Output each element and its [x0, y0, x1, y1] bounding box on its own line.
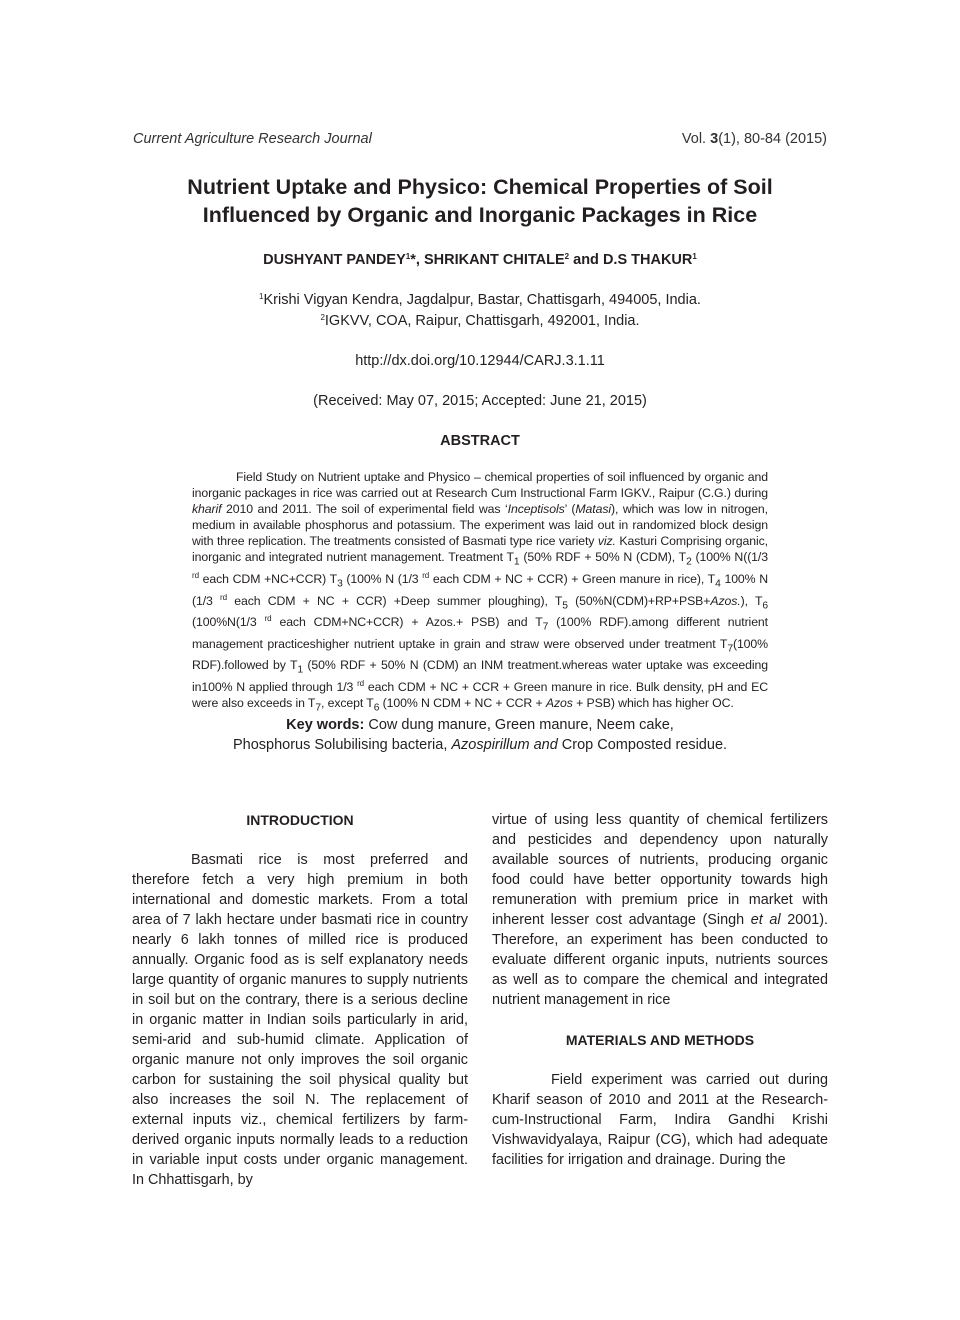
introduction-paragraph: Basmati rice is most preferred and therefore fetch a very high premium in both international and domestic markets. From a total area of 7 lakh hectare under basmati rice in country nearly 6 lakh tonnes of milled rice is produced annually. Organic food as is self explanatory needs large quantity of organic manures to supply nutrients in soil but on the contrary, there is a serious decline in organic matter in Indian soils particularly in arid, semi-arid and sub-humid climate. Application of organic manure not only improves the soil organic carbon for sustaining the soil physical quality but also increases the soil N. The replacement of external inputs viz., chemical fertilizers by farm-derived organic inputs normally leads to a reduction in variable input costs under organic management. In Chhattisgarh, by [132, 852, 468, 1188]
affiliations [120, 290, 840, 332]
affiliation-line: $^2$IGKVV, COA, Raipur, Chattisgarh, 492001, India. [320, 313, 640, 329]
abstract-heading: ABSTRACT [440, 433, 520, 449]
abstract-text: Field Study on Nutrient uptake and Physico – chemical properties of soil influenced by organic and inorganic packages in rice was carried out at Research Cum Instructional Farm IGKV., Raipur (C.G.) during kharif 2010 and 2011. The soil of experimental field was ‘Inceptisols’ (Matasi), which was low in nitrogen, medium in available phosphorus and potassium. The experiment was laid out in randomized block design with three replication. The treatments consisted of Basmati type rice variety viz. Kasturi Comprising organic, inorganic and integrated nutrient management. Treatment $T_1$ (50% RDF + 50% N (CDM), $T_2$ (100% N((1/3 $^{rd}$ each CDM +NC+CCR) $T_3$ (100% N (1/3 $^{rd}$ each CDM + NC + CCR) + Green manure in rice), $T_4$ 100% N (1/3 $^{rd}$ each CDM + NC + CCR) +Deep summer ploughing), $T_5$ (50%N(CDM)+RP+PSB+Azos.), $T_6$ (100%N(1/3 $^{rd}$ each CDM+NC+CCR) + Azos.+ PSB) and $T_7$ (100% RDF).among different nutrient management practiceshigher nutrient uptake in grain and straw were observed under treatment $T_7(100\%$ RDF).followed by $T_1$ (50% RDF + 50% N (CDM) an INM treatment.whereas water uptake was exceeding in100% N applied through 1/3 $^{rd}$ each CDM + NC + CCR + Green manure in rice. Bulk density, pH and EC were also exceeds in $T_7$, except $T_6$ (100% N CDM + NC + CCR + Azos + PSB) which has higher OC. [192, 470, 769, 714]
section-heading-introduction: INTRODUCTION [246, 812, 354, 828]
keywords-label: Key words: [286, 717, 365, 733]
volume-number: 3 [710, 131, 719, 147]
author-name: DUSHYANT PANDEY [263, 252, 406, 268]
methods-paragraph: Field experiment was carried out during Kharif season of 2010 and 2011 at the Research-cum-Instructional Farm, Indira Gandhi Krishi Vishwavidyalaya, Raipur (CG), which had adequate facilities for irrigation and drainage. During the [492, 1072, 828, 1168]
corresponding-mark: * [410, 252, 416, 268]
section-heading-methods: MATERIALS AND METHODS [565, 1032, 755, 1048]
journal-name: Current Agriculture Research Journal [133, 131, 372, 147]
received-dates: (Received: May 07, 2015; Accepted: June 21, 2015) [313, 393, 647, 409]
running-header [133, 129, 827, 149]
introduction-paragraph-continued: virtue of using less quantity of chemical fertilizers and pesticides and dependency upon naturally available sources of nutrients, producing organic food could have better opportunity towards high remuneration with premium price in market with inherent lesser cost advantage (Singh et al 2001). Therefore, an experiment has been conducted to evaluate different organic inputs, nutrients sources as well as to compare the chemical and integrated nutrient management in rice [492, 812, 828, 1008]
doi-link[interactable]: http://dx.doi.org/10.12944/CARJ.3.1.11 [355, 353, 605, 369]
volume-info: Vol. 3(1), 80-84 (2015) [681, 131, 827, 147]
author-list: DUSHYANT PANDEY$^1$*, SHRIKANT CHITALE$^2$ and D.S THAKUR$^1$ [263, 252, 697, 268]
left-column [132, 810, 468, 1210]
right-column [492, 810, 828, 1190]
keywords: Key words: Cow dung manure, Green manure, Neem cake, Phosphorus Solubilising bacteria, Azospirillum and Crop Composted residue. [232, 717, 728, 753]
author-name: SHRIKANT CHITALE [423, 252, 565, 268]
affiliation-line: $^1$Krishi Vigyan Kendra, Jagdalpur, Bastar, Chattisgarh, 494005, India. [259, 292, 701, 308]
paper-title: Nutrient Uptake and Physico: Chemical Properties of Soil Influenced by Organic and Inorganic Packages in Rice [187, 175, 773, 227]
author-name: D.S THAKUR [602, 252, 693, 268]
